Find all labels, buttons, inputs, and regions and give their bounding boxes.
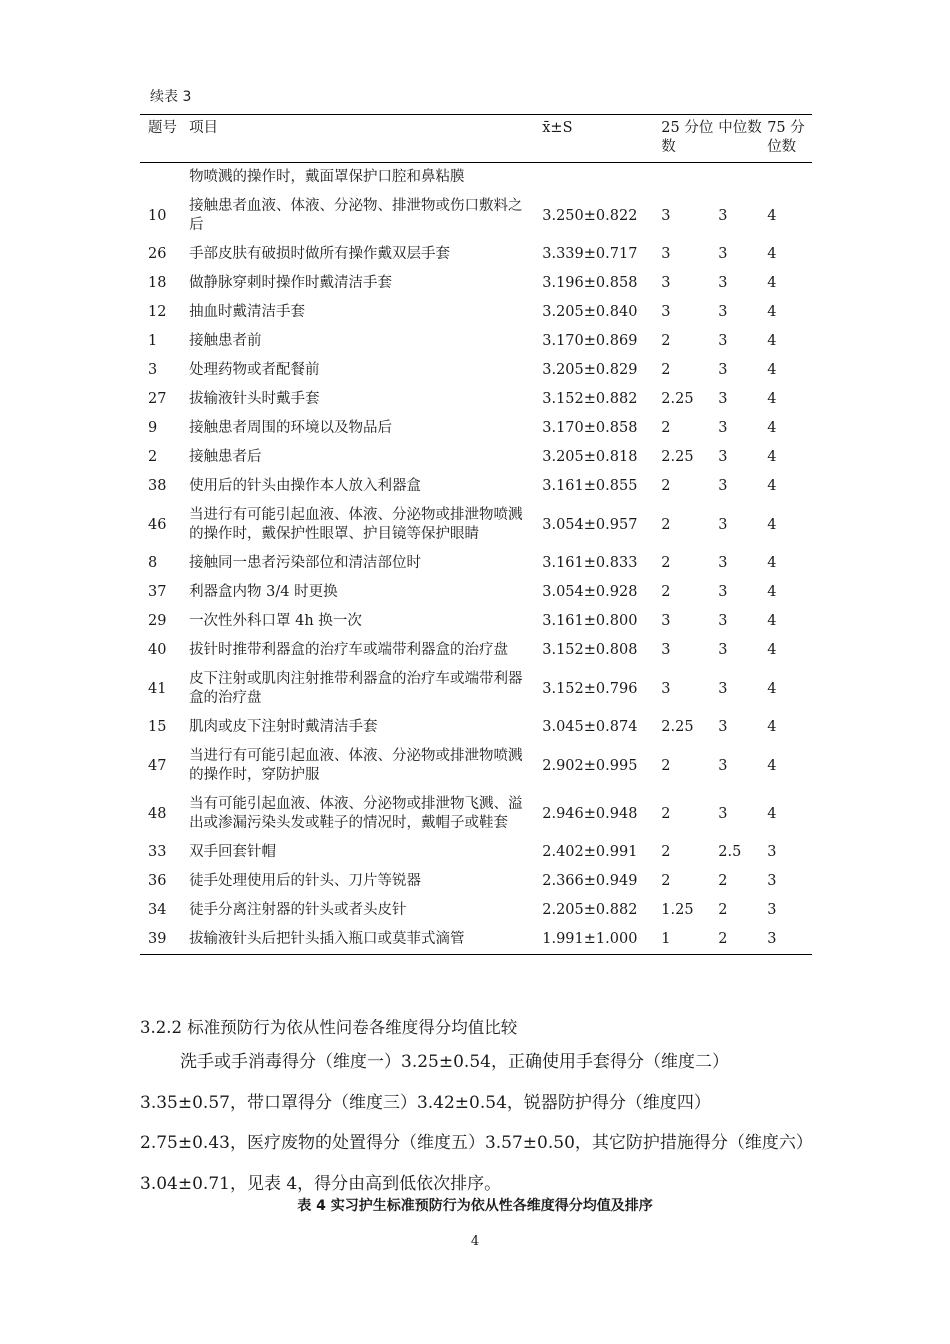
cell-median: 3 <box>718 275 728 291</box>
cell-p25: 3 <box>661 275 671 291</box>
cell-item: 利器盒内物 3/4 时更换 <box>189 584 338 600</box>
cell-no: 3 <box>148 362 158 378</box>
cell-p25: 2 <box>661 516 671 533</box>
table-row <box>140 549 812 578</box>
cell-mean-sd: 3.250±0.822 <box>542 207 638 224</box>
cell-no: 29 <box>148 613 167 629</box>
table-row <box>140 298 812 327</box>
cell-p25: 2.25 <box>661 449 694 465</box>
cell-mean-sd: 3.170±0.869 <box>542 333 638 349</box>
cell-no: 15 <box>148 719 167 735</box>
cell-p75: 4 <box>767 613 777 629</box>
cell-p25: 3 <box>661 246 671 262</box>
cell-p25: 2 <box>661 844 671 860</box>
cell-item: 抽血时戴清洁手套 <box>189 304 306 320</box>
cell-median: 3 <box>718 805 728 822</box>
cell-p25: 2 <box>661 478 671 494</box>
cell-item: 徒手处理使用后的针头、刀片等锐器 <box>189 873 422 889</box>
cell-no: 26 <box>148 246 167 262</box>
cell-no: 18 <box>148 275 167 291</box>
cell-no: 33 <box>148 844 167 860</box>
table-row <box>140 327 812 356</box>
table-row <box>140 607 812 636</box>
cell-mean-sd: 3.161±0.833 <box>542 555 638 571</box>
cell-p25: 3 <box>661 304 671 320</box>
cell-item: 接触患者周围的环境以及物品后 <box>189 420 393 436</box>
header-median: 中位数 <box>718 120 762 136</box>
table-row <box>140 742 812 790</box>
cell-mean-sd: 3.196±0.858 <box>542 275 638 291</box>
table-row <box>140 896 812 925</box>
cell-p25: 1.25 <box>661 902 694 918</box>
cell-mean-sd: 3.054±0.957 <box>542 516 638 533</box>
cell-p25: 2.25 <box>661 719 694 735</box>
cell-p75: 4 <box>767 555 777 571</box>
table-row <box>140 385 812 414</box>
table-row <box>140 163 812 193</box>
cell-no: 9 <box>148 420 158 436</box>
cell-mean-sd: 2.366±0.949 <box>542 873 638 889</box>
cell-median: 2 <box>718 931 728 947</box>
cell-median: 3 <box>718 333 728 349</box>
cell-p25: 3 <box>661 680 671 697</box>
table-row <box>140 790 812 838</box>
cell-median: 3 <box>718 680 728 697</box>
cell-p75: 4 <box>767 304 777 320</box>
cell-item: 物喷溅的操作时，戴面罩保护口腔和鼻粘膜 <box>189 169 465 185</box>
cell-p75: 4 <box>767 207 777 224</box>
cell-item: 拔输液针头时戴手套 <box>189 391 320 407</box>
table-row <box>140 867 812 896</box>
cell-p25: 3 <box>661 613 671 629</box>
cell-median: 3 <box>718 362 728 378</box>
cell-p75: 4 <box>767 680 777 697</box>
header-mean-sd: x̄±S <box>542 120 573 136</box>
cell-p25: 1 <box>661 931 671 947</box>
cell-median: 3 <box>718 642 728 658</box>
cell-no: 34 <box>148 902 167 918</box>
cell-mean-sd: 2.205±0.882 <box>542 902 638 918</box>
compliance-items-table <box>140 114 812 955</box>
cell-item: 当有可能引起血液、体液、分泌物或排泄物飞溅、溢出或渗漏污染头发或鞋子的情况时，戴帽子或鞋套 <box>189 796 523 831</box>
cell-median: 2 <box>718 873 728 889</box>
cell-item: 拔针时推带利器盒的治疗车或端带利器盒的治疗盘 <box>189 642 509 658</box>
cell-p25: 3 <box>661 642 671 658</box>
cell-item: 接触同一患者污染部位和清洁部位时 <box>189 555 422 571</box>
cell-item: 做静脉穿刺时操作时戴清洁手套 <box>189 275 393 291</box>
cell-median: 2.5 <box>718 844 742 860</box>
cell-item: 接触患者后 <box>189 449 262 465</box>
cell-p75: 3 <box>767 902 777 918</box>
section-heading: 3.2.2 标准预防行为依从性问卷各维度得分均值比较 <box>140 1018 518 1037</box>
cell-no: 39 <box>148 931 167 947</box>
cell-p25: 2 <box>661 873 671 889</box>
cell-mean-sd: 2.946±0.948 <box>542 805 638 822</box>
cell-p75: 4 <box>767 757 777 774</box>
table4-caption: 表 4 实习护生标准预防行为依从性各维度得分均值及排序 <box>297 1198 653 1214</box>
header-no: 题号 <box>148 120 177 136</box>
cell-mean-sd: 3.170±0.858 <box>542 420 638 436</box>
cell-p75: 4 <box>767 420 777 436</box>
cell-item: 处理药物或者配餐前 <box>189 362 320 378</box>
cell-mean-sd: 3.205±0.818 <box>542 449 638 465</box>
table-row <box>140 636 812 665</box>
cell-item: 当进行有可能引起血液、体液、分泌物或排泄物喷溅的操作时，戴保护性眼罩、护目镜等保护眼睛 <box>189 507 523 542</box>
paragraph-text: 洗手或手消毒得分（维度一）3.25±0.54，正确使用手套得分（维度二）3.35±0.57，带口罩得分（维度三）3.42±0.54，锐器防护得分（维度四）2.75±0.43，医疗废物的处置得分（维度五）3.57±0.50，其它防护措施得分（维度六）3.04±0.71，见表 4，得分由高到低依次排序。 <box>140 1052 805 1194</box>
cell-p75: 4 <box>767 275 777 291</box>
cell-median: 3 <box>718 246 728 262</box>
table-row <box>140 414 812 443</box>
cell-no: 48 <box>148 805 167 822</box>
cell-item: 肌肉或皮下注射时戴清洁手套 <box>189 719 378 735</box>
cell-p25 <box>661 163 718 193</box>
table-row <box>140 192 812 240</box>
cell-p75: 4 <box>767 805 777 822</box>
page-number: 4 <box>470 1234 480 1249</box>
cell-p75: 4 <box>767 584 777 600</box>
cell-no: 8 <box>148 555 158 571</box>
cell-p75: 4 <box>767 516 777 533</box>
cell-mean-sd: 3.152±0.796 <box>542 680 638 697</box>
cell-median: 3 <box>718 391 728 407</box>
cell-no: 38 <box>148 478 167 494</box>
cell-mean-sd <box>542 163 661 193</box>
cell-median: 3 <box>718 584 728 600</box>
cell-p75: 4 <box>767 478 777 494</box>
cell-mean-sd: 3.045±0.874 <box>542 719 638 735</box>
cell-no: 2 <box>148 449 158 465</box>
cell-p75: 4 <box>767 246 777 262</box>
cell-item: 徒手分离注射器的针头或者头皮针 <box>189 902 407 918</box>
cell-p25: 2 <box>661 757 671 774</box>
cell-mean-sd: 2.402±0.991 <box>542 844 638 860</box>
cell-mean-sd: 3.339±0.717 <box>542 246 638 262</box>
table-row <box>140 472 812 501</box>
table-header-row <box>140 115 812 163</box>
cell-item: 接触患者血液、体液、分泌物、排泄物或伤口敷料之后 <box>189 198 523 233</box>
table-row <box>140 240 812 269</box>
cell-no: 1 <box>148 333 158 349</box>
cell-item: 当进行有可能引起血液、体液、分泌物或排泄物喷溅的操作时，穿防护服 <box>189 748 523 783</box>
cell-p25: 2 <box>661 362 671 378</box>
table-row <box>140 713 812 742</box>
cell-p75: 3 <box>767 931 777 947</box>
cell-median: 3 <box>718 516 728 533</box>
cell-mean-sd: 2.902±0.995 <box>542 757 638 774</box>
cell-p25: 3 <box>661 207 671 224</box>
table-row <box>140 578 812 607</box>
table-row <box>140 665 812 713</box>
cell-p75: 4 <box>767 719 777 735</box>
cell-no <box>140 163 189 193</box>
cell-p75: 4 <box>767 391 777 407</box>
cell-no: 37 <box>148 584 167 600</box>
cell-median: 3 <box>718 478 728 494</box>
cell-no: 40 <box>148 642 167 658</box>
cell-median: 3 <box>718 757 728 774</box>
table-caption-continued: 续表 3 <box>150 89 192 105</box>
body-paragraph <box>140 1042 810 1204</box>
cell-p75: 4 <box>767 362 777 378</box>
cell-mean-sd: 3.205±0.829 <box>542 362 638 378</box>
cell-item: 双手回套针帽 <box>189 844 277 860</box>
table-row <box>140 443 812 472</box>
cell-median: 3 <box>718 420 728 436</box>
cell-item: 拔输液针头后把针头插入瓶口或莫菲式滴管 <box>189 931 465 947</box>
table-row <box>140 925 812 955</box>
header-p25: 25 分位数 <box>661 120 714 155</box>
cell-median: 3 <box>718 555 728 571</box>
table-row <box>140 838 812 867</box>
cell-p25: 2 <box>661 420 671 436</box>
cell-p75: 3 <box>767 873 777 889</box>
cell-no: 47 <box>148 757 167 774</box>
cell-p75: 4 <box>767 642 777 658</box>
header-p75: 75 分位数 <box>767 120 805 155</box>
cell-mean-sd: 3.152±0.882 <box>542 391 638 407</box>
cell-p75: 3 <box>767 844 777 860</box>
header-item: 项目 <box>189 120 219 136</box>
cell-item: 使用后的针头由操作本人放入利器盒 <box>189 478 422 494</box>
cell-no: 12 <box>148 304 167 320</box>
cell-mean-sd: 3.161±0.800 <box>542 613 638 629</box>
cell-no: 46 <box>148 516 167 533</box>
cell-p25: 2 <box>661 555 671 571</box>
cell-median: 3 <box>718 613 728 629</box>
cell-mean-sd: 3.054±0.928 <box>542 584 638 600</box>
table-row <box>140 269 812 298</box>
cell-mean-sd: 3.161±0.855 <box>542 478 638 494</box>
cell-mean-sd: 3.152±0.808 <box>542 642 638 658</box>
cell-item: 接触患者前 <box>189 333 262 349</box>
table-row <box>140 356 812 385</box>
cell-p25: 2.25 <box>661 391 694 407</box>
cell-item: 一次性外科口罩 4h 换一次 <box>189 613 362 629</box>
cell-no: 27 <box>148 391 167 407</box>
cell-median: 3 <box>718 207 728 224</box>
cell-mean-sd: 3.205±0.840 <box>542 304 638 320</box>
cell-median: 2 <box>718 902 728 918</box>
cell-p75: 4 <box>767 449 777 465</box>
cell-median: 3 <box>718 304 728 320</box>
cell-p25: 2 <box>661 805 671 822</box>
cell-median: 3 <box>718 449 728 465</box>
cell-p75: 4 <box>767 333 777 349</box>
cell-mean-sd: 1.991±1.000 <box>542 931 638 947</box>
cell-median <box>718 163 767 193</box>
cell-p25: 2 <box>661 584 671 600</box>
cell-no: 41 <box>148 680 167 697</box>
table-row <box>140 501 812 549</box>
cell-p25: 2 <box>661 333 671 349</box>
cell-no: 10 <box>148 207 167 224</box>
cell-item: 皮下注射或肌肉注射推带利器盒的治疗车或端带利器盒的治疗盘 <box>189 671 523 706</box>
cell-no: 36 <box>148 873 167 889</box>
cell-median: 3 <box>718 719 728 735</box>
cell-p75 <box>767 163 812 193</box>
table-body <box>140 163 812 955</box>
cell-item: 手部皮肤有破损时做所有操作戴双层手套 <box>189 246 451 262</box>
